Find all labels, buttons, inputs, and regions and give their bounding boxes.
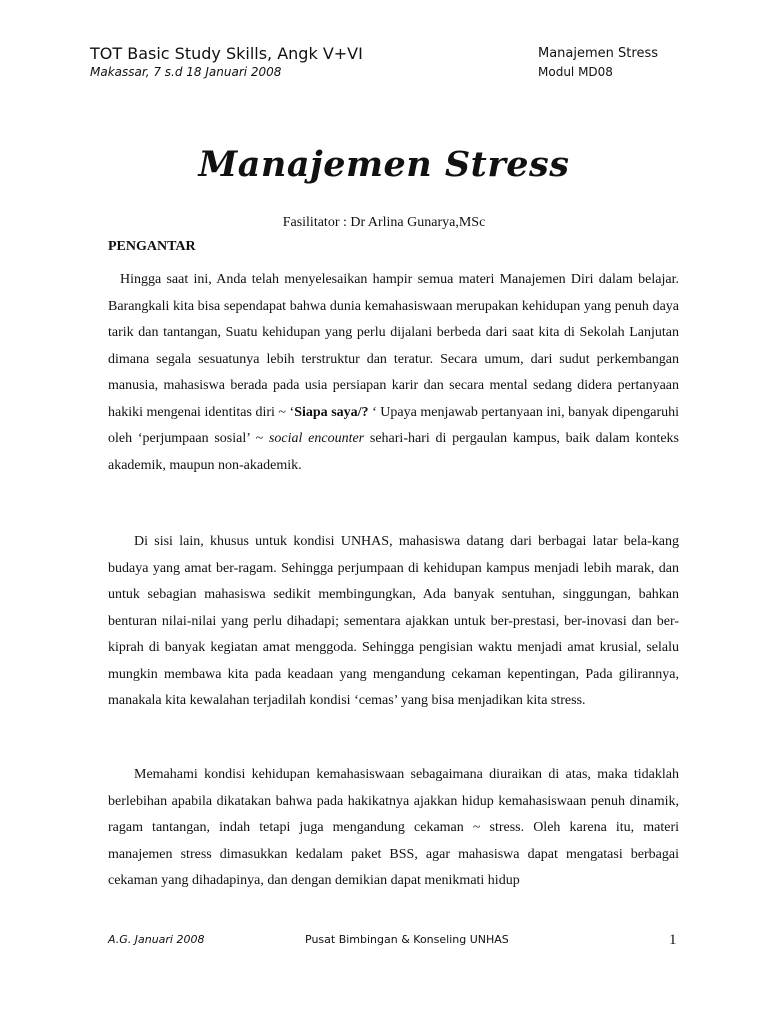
footer-institution: Pusat Bimbingan & Konseling UNHAS [305, 933, 509, 946]
paragraph-2 [108, 529, 679, 715]
section-heading: PENGANTAR [108, 239, 196, 254]
paragraph-1-text-c: sehari-hari di pergaulan kampus, baik dalam konteks akademik, maupun non-akademik. [108, 431, 680, 473]
paragraph-3-text: Memahami kondisi kehidupan kemahasiswaan sebagaimana diuraikan di atas, maka tidaklah berlebihan apabila dikatakan bahwa pada hakikatnya ajakkan hidup kemahasiswaan penuh dinamik, ragam tantangan, indah tetapi juga mengandung cekaman ~ stress. Oleh karena itu, materi manajemen stress dimasukkan kedalam paket BSS, agar mahasiswa dapat mengatasi berbagai cekaman yang dihadapinya, dan dengan demikian dapat menikmati hidup [108, 767, 679, 888]
course-location-date: Makassar, 7 s.d 18 Januari 2008 [90, 65, 282, 79]
module-code: Modul MD08 [538, 65, 613, 79]
paragraph-3 [108, 762, 679, 895]
document-title: Manajemen Stress [198, 144, 570, 185]
page-header-right [538, 44, 658, 80]
course-title: TOT Basic Study Skills, Angk V+VI [90, 44, 363, 63]
paragraph-1-text-b: ‘ Upaya menjawab pertanyaan ini, banyak dipengaruhi oleh ‘perjumpaan sosial’ ~ [108, 404, 679, 446]
paragraph-1 [108, 267, 679, 479]
page-number: 1 [669, 932, 677, 948]
paragraph-1-bold: Siapa saya/? [294, 404, 369, 420]
facilitator-line: Fasilitator : Dr Arlina Gunarya,MSc [282, 215, 486, 230]
footer-author-date: A.G. Januari 2008 [108, 933, 205, 946]
module-name: Manajemen Stress [538, 46, 658, 61]
paragraph-2-text: Di sisi lain, khusus untuk kondisi UNHAS, mahasiswa datang dari berbagai latar bela-kang budaya yang amat ber-ragam. Sehingga perjumpaan di kehidupan kampus menjadi lebih marak, dan untuk sebagian mahasiswa sedikit membingungkan, Ada banyak sentuhan, singgungan, bahkan benturan nilai-nilai yang perlu dihadapi; sementara ajakkan untuk ber-prestasi, ber-inovasi dan ber-kiprah di banyak kegiatan amat menggoda. Sehingga pengisian waktu menjadi amat krusial, selalu mungkin membawa kita pada keadaan yang mengandung cekaman kepentingan, Pada gilirannya, manakala kita kewalahan terjadilah kondisi ‘cemas’ yang bisa menjadikan kita stress. [108, 534, 679, 708]
paragraph-1-text-a: Hingga saat ini, Anda telah menyelesaikan hampir semua materi Manajemen Diri dalam belajar. Barangkali kita bisa sependapat bahwa dunia kemahasiswaan merupakan kehidupan yang penuh daya tarik dan tantangan, Suatu kehidupan yang perlu dijalani berbeda dari saat kita di Sekolah Lanjutan dimana segala sesuatunya lebih terstruktur dan teratur. Secara umum, dari sudut perkembangan manusia, mahasiswa berada pada usia persiapan karir dan secara mental sedang didera pertanyaan hakiki mengenai identitas diri ~ ‘ [108, 272, 679, 420]
paragraph-1-italic: social encounter [268, 431, 365, 446]
page-header-left [90, 44, 363, 80]
